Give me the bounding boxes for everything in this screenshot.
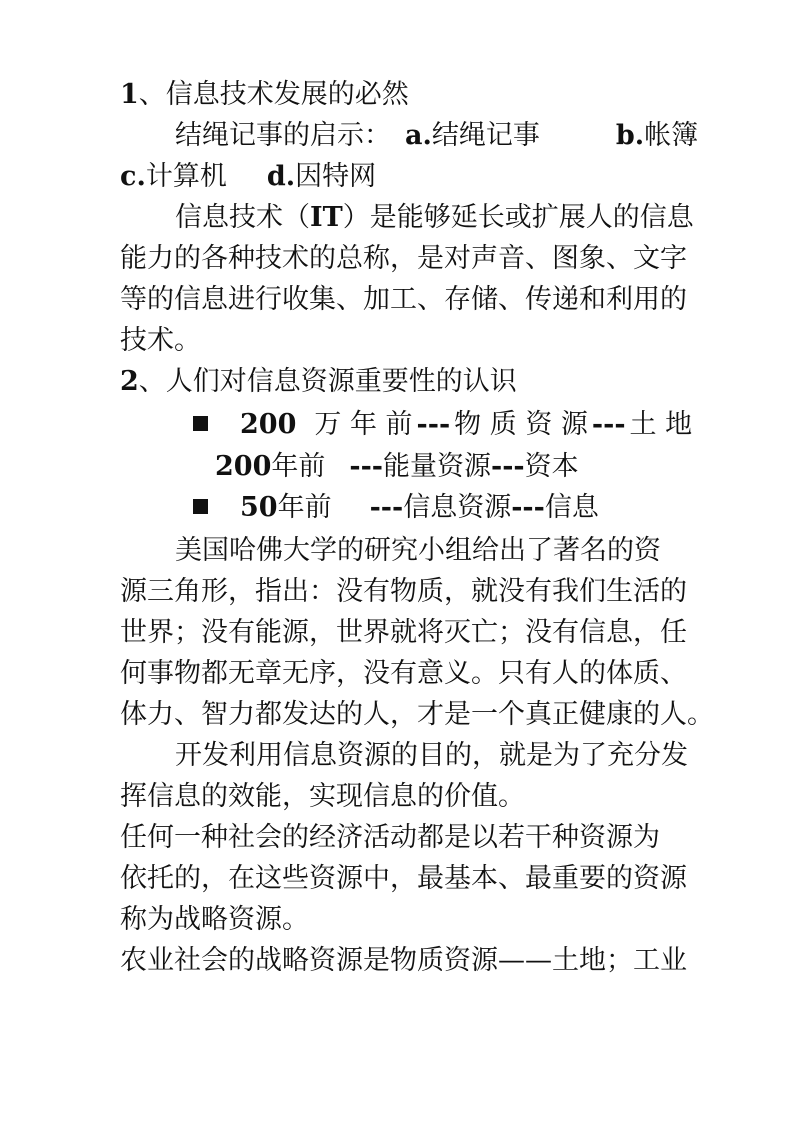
timeline-row-1 (193, 406, 692, 444)
timeline-3-time: 年前 (277, 492, 332, 523)
purpose-line-2: 挥信息的效能，实现信息的价值。 (120, 781, 525, 812)
timeline-2-item: 资本 (524, 451, 579, 482)
section-1-heading (120, 76, 409, 114)
section-2-title: 、人们对信息资源重要性的认识 (138, 366, 517, 397)
timeline-1-time: 万 年 前 (314, 409, 413, 440)
timeline-2-resource: 能量资源 (383, 451, 491, 482)
section-2-heading (120, 363, 517, 401)
strategic-line-1: 任何一种社会的经济活动都是以若干种资源为 (120, 822, 660, 853)
option-a-text: 结绳记事 (431, 120, 540, 151)
harvard-line-3: 世界；没有能源，世界就将灭亡；没有信息，任 (120, 617, 687, 648)
option-a-letter: a. (405, 120, 432, 151)
timeline-3-dash-1: --- (369, 492, 404, 523)
knot-record-line (175, 117, 698, 155)
knot-record-line-2 (120, 158, 376, 196)
option-b-letter: b. (615, 120, 645, 151)
square-bullet-icon (193, 499, 208, 514)
timeline-1-resource: 物 质 资 源 (454, 409, 588, 440)
timeline-3-item: 信息 (544, 492, 599, 523)
it-def-part-3: ）是能够延长或扩展人的信息 (342, 202, 694, 233)
timeline-1-number: 200 (240, 409, 297, 440)
section-1-number: 1 (120, 79, 139, 110)
timeline-3-dash-2: --- (511, 492, 545, 523)
timeline-row-3 (193, 489, 599, 527)
timeline-1-dash-1: --- (416, 409, 451, 440)
strategic-line-2: 依托的，在这些资源中，最基本、最重要的资源 (120, 863, 687, 894)
agriculture-line-1: 农业社会的战略资源是物质资源——土地；工业 (120, 945, 687, 976)
it-definition-line-4: 技术。 (120, 325, 201, 356)
it-definition-line-3: 等的信息进行收集、加工、存储、传递和利用的 (120, 284, 687, 315)
square-bullet-icon (193, 416, 208, 431)
timeline-row-2 (215, 448, 579, 486)
harvard-line-2: 源三角形，指出：没有物质，就没有我们生活的 (120, 576, 687, 607)
strategic-line-3: 称为战略资源。 (120, 904, 309, 935)
timeline-2-number: 200 (215, 451, 272, 482)
it-definition-line-1 (175, 199, 694, 237)
option-d-text: 因特网 (295, 161, 377, 192)
timeline-3-number: 50 (240, 492, 278, 523)
it-def-part-1: 信息技术（ (175, 202, 310, 233)
section-2-number: 2 (120, 366, 139, 397)
option-d-letter: d. (266, 161, 296, 192)
option-c-letter: c. (120, 161, 146, 192)
option-b-text: 帐簿 (644, 120, 699, 151)
timeline-1-dash-2: --- (591, 409, 626, 440)
timeline-2-dash-1: --- (349, 451, 383, 482)
purpose-line-1: 开发利用信息资源的目的，就是为了充分发 (175, 740, 688, 771)
timeline-2-time: 年前 (271, 451, 326, 482)
it-abbrev: IT (310, 202, 343, 233)
harvard-line-5: 体力、智力都发达的人，才是一个真正健康的人。 (120, 699, 714, 730)
timeline-1-item: 土 地 (629, 409, 693, 440)
timeline-3-resource: 信息资源 (403, 492, 512, 523)
section-1-title: 、信息技术发展的必然 (138, 79, 409, 110)
knot-lead: 结绳记事的启示： (175, 120, 391, 151)
timeline-2-dash-2: --- (491, 451, 525, 482)
it-definition-line-2: 能力的各种技术的总称，是对声音、图象、文字 (120, 243, 687, 274)
option-c-text: 计算机 (145, 161, 227, 192)
harvard-line-4: 何事物都无章无序，没有意义。只有人的体质、 (120, 658, 687, 689)
harvard-line-1: 美国哈佛大学的研究小组给出了著名的资 (175, 535, 661, 566)
